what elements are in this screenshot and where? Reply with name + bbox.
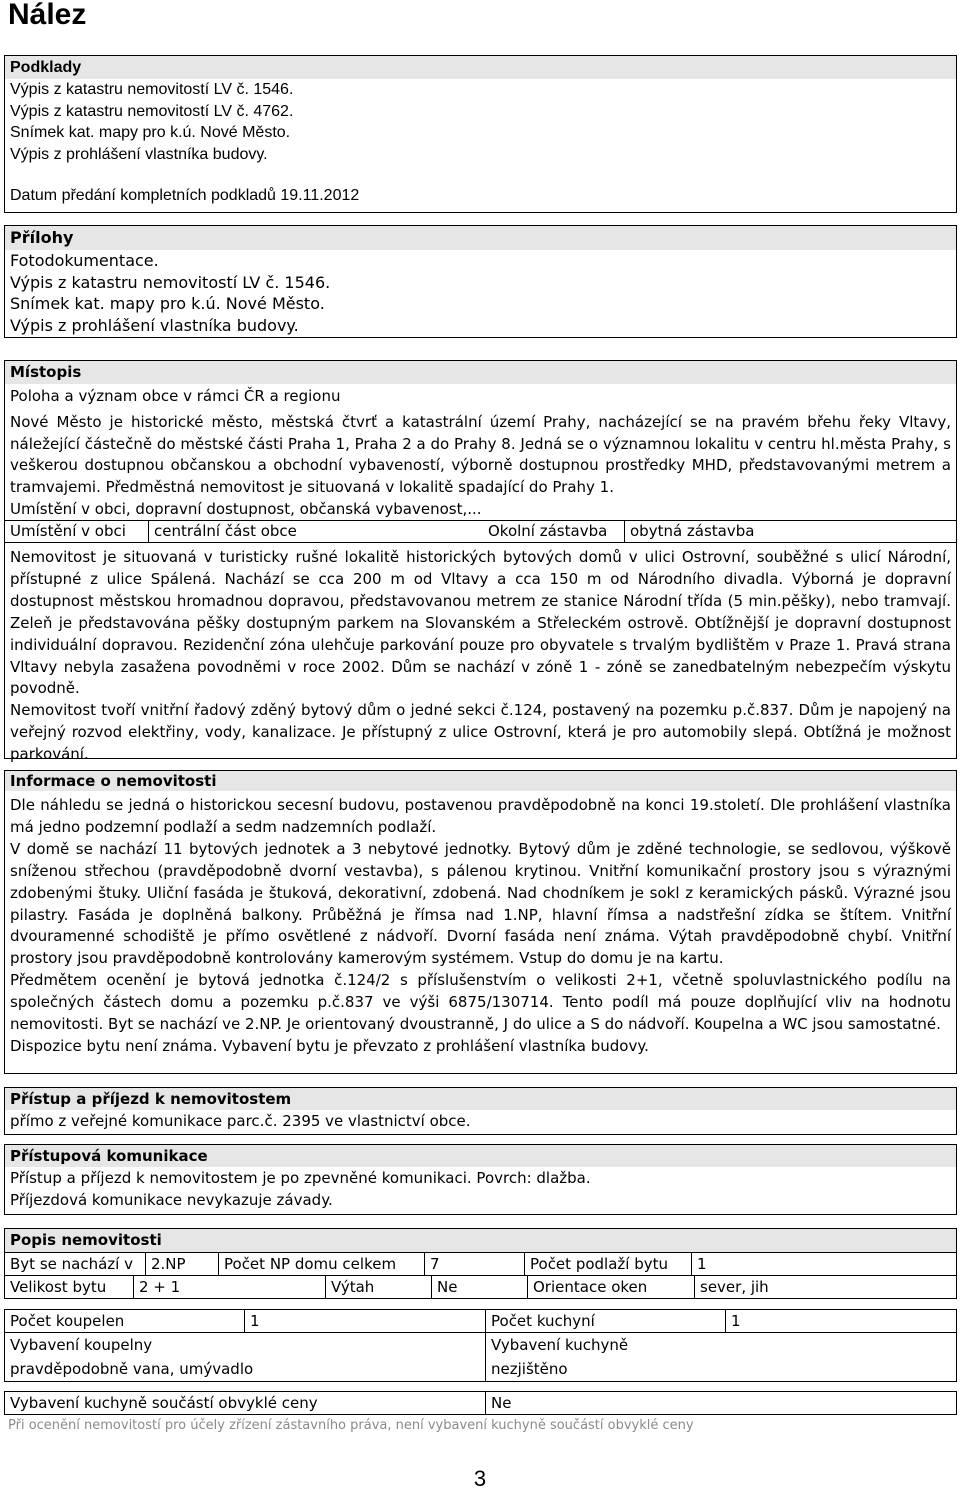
kuchyni-row (486, 1310, 956, 1333)
mistopis-para1: Nové Město je historické město, městská čtvrť a katastrální území Prahy, nacházející se na pravém břehu řeky Vltavy, náležející částečně do městské části Praha 1, Praha 2 a do Prahy 8. Jedná se o významnou lokalitu v centru hl.města Prahy, s veškerou dostupnou občanskou a obchodní vybaveností, výborně dostupnou prostředky MHD, představovanými metrem a tramvajemi. Předměstná nemovitost je situovaná v lokalitě spadající do Prahy 1. (10, 413, 951, 496)
list-item: Výpis z prohlášení vlastníka budovy. (10, 145, 268, 163)
list-item: Výpis z katastru nemovitostí LV č. 1546. (10, 81, 294, 98)
page-title: Nález (8, 0, 87, 31)
podlazi-value: 1 (691, 1253, 956, 1275)
byt-label: Byt se nachází v (10, 1255, 133, 1273)
mistopis-section (4, 360, 957, 764)
vytah-value: Ne (431, 1276, 527, 1298)
mistopis-para3: Nemovitost tvoří vnitřní řadový zděný bytový dům o jedné sekci č.124, postavený na pozemku p.č.837. Dům je napojený na veřejný rozvod elektřiny, vody, kanalizace. Je přístupný z ulice Ostrovní, která je pro automobily slepá. Obtížná je možnost parkování. (10, 701, 951, 764)
kuchyne-soucasti-label: Vybavení kuchyně součástí obvyklé ceny (10, 1394, 318, 1412)
podklady-date: Datum předání kompletních podkladů 19.11.2012 (10, 187, 360, 204)
kuchyni-value: 1 (725, 1310, 956, 1332)
list-item: Výpis z prohlášení vlastníka budovy. (10, 315, 299, 335)
popis-row (5, 1252, 956, 1275)
list-item: Snímek kat. mapy pro k.ú. Nové Město. (10, 124, 291, 141)
prilohy-list (5, 250, 956, 336)
podlazi-label: Počet podlaží bytu (524, 1253, 691, 1275)
komunikace-line2: Příjezdová komunikace nevykazuje závady. (10, 1191, 333, 1209)
okolni-value: obytná zástavba (624, 521, 956, 542)
popis-section (4, 1228, 957, 1299)
koupelen-label: Počet koupelen (10, 1312, 125, 1330)
informace-para2: V domě se nachází 11 bytových jednotek a 3 nebytové jednotky. Bytový dům je zděné technologie, se sedlovou, výškově sníženou střechou (pravděpodobně dvorní vestavba), s pálenou krytinou. Vnitřní komunikační prostory jsou s výraznými zdobenými štuky. Uliční fasáda je štuková, dekorativní, zdobená. Nad chodníkem je sokl z keramických pásků. Výrazné jsou pilastry. Fasáda je doplněná balkony. Průběžná je římsa nad 1.NP, hlavní římsa a nadstřešní zídka se štítem. Vnitřní dvouramenné schodiště je přímo osvětlené z nádvoří. Dvorní fasáda není známa. Výtah pravděpodobně chybí. Vnitřní prostory jsou pravděpodobně kontrolovány kamerovým systémem. Vstup do domu je na kartu. (10, 839, 951, 968)
komunikace-section (4, 1144, 957, 1215)
velikost-label: Velikost bytu (10, 1278, 107, 1296)
page-number: 3 (473, 1466, 487, 1491)
pocet-np-value: 7 (424, 1253, 524, 1275)
komunikace-line1: Přístup a příjezd k nemovitostem je po zpevněné komunikaci. Povrch: dlažba. (10, 1169, 591, 1187)
vybaveni-row (5, 1310, 956, 1381)
mistopis-para2: Nemovitost je situovaná v turisticky rušné lokalitě historických bytových domů v ulici Ostrovní, souběžné s ulicí Národní, přístupné z ulice Spálená. Nachází se cca 200 m od Vltavy a cca 150 m od Národního divadla. Výborná je dopravní dostupnost městskou hromadnou dopravou, představovanou metrem ze stanice Národní třída (5 min.pěšky), nebo tramvají. Zeleň je představována pěšky dostupným parkem na Slovanském a Střeleckém ostrově. Obtížnější je dopravní dostupnost individuální dopravou. Rezidenční zóna ulehčuje parkování pouze pro obyvatele s trvalým bydlištěm v Praze 1. Pravá strana Vltavy nebyla zasažena povodněmi v roce 2002. Dům se nachází v zóně 1 - zóně se zanedbatelným nebezpečím výskytu povodně. (10, 548, 951, 698)
popis-row (5, 1275, 956, 1298)
vyb-koupelny-value: pravděpodobně vana, umývadlo (10, 1360, 254, 1378)
pristup-section (4, 1087, 957, 1135)
informace-para1: Dle náhledu se jedná o historickou secesní budovu, postavenou pravděpodobně na konci 19.století. Dle prohlášení vlastníka má jedno podzemní podlaží a sedm nadzemních podlaží. (10, 796, 951, 836)
mistopis-heading: Místopis (5, 361, 956, 384)
informace-section (4, 770, 957, 1074)
byt-value: 2.NP (145, 1253, 218, 1275)
vybaveni-section (4, 1309, 957, 1382)
podklady-list (5, 79, 956, 207)
pocet-np-label: Počet NP domu celkem (218, 1253, 424, 1275)
vytah-label: Výtah (325, 1276, 431, 1298)
pristup-heading: Přístup a příjezd k nemovitostem (5, 1088, 956, 1110)
popis-heading: Popis nemovitosti (5, 1229, 956, 1252)
podklady-heading: Podklady (5, 56, 956, 79)
informace-para3: Předmětem ocenění je bytová jednotka č.124/2 s příslušenstvím o velikosti 2+1, včetně spoluvlastnického podílu na společných částech domu a pozemku p.č.837 ve výši 6875/130714. Tento podíl má pouze doplňující vliv na hodnotu nemovitosti. Byt se nachází ve 2.NP. Je orientovaný dvoustranně, J do ulice a S do nádvoří. Koupelna a WC jsou samostatné. (10, 971, 951, 1034)
informace-para4: Dispozice bytu není známa. Vybavení bytu je převzato z prohlášení vlastníka budovy. (10, 1036, 649, 1055)
kuchyni-label: Počet kuchyní (491, 1312, 595, 1330)
footnote: Při ocenění nemovitostí pro účely zřízení zástavního práva, není vybavení kuchyně součástí obvyklé ceny (8, 1418, 694, 1433)
koupelna-column (5, 1310, 485, 1381)
okolni-label: Okolní zástavba (488, 522, 608, 540)
koupelen-value: 1 (244, 1310, 485, 1332)
informace-heading: Informace o nemovitosti (5, 771, 956, 791)
umisteni-label: Umístění v obci (10, 522, 126, 540)
velikost-value: 2 + 1 (133, 1276, 325, 1298)
kuchyne-soucasti-value: Ne (485, 1392, 956, 1414)
vyb-kuchyne-value: nezjištěno (491, 1360, 568, 1378)
prilohy-section (4, 225, 957, 338)
list-item: Fotodokumentace. (10, 251, 159, 270)
kuchyne-soucasti-row (5, 1392, 956, 1414)
umisteni-value: centrální část obce (148, 521, 483, 542)
kuchyne-soucasti-section (4, 1391, 957, 1415)
pristup-text: přímo z veřejné komunikace parc.č. 2395 ve vlastnictví obce. (10, 1112, 471, 1130)
list-item: Snímek kat. mapy pro k.ú. Nové Město. (10, 294, 325, 313)
orientace-value: sever, jih (694, 1276, 956, 1298)
prilohy-heading: Přílohy (5, 226, 956, 250)
umisteni-heading: Umístění v obci, dopravní dostupnost, občanská vybavenost,... (10, 500, 482, 518)
podklady-section (4, 55, 957, 213)
list-item: Výpis z katastru nemovitostí LV č. 4762. (10, 102, 294, 120)
komunikace-heading: Přístupová komunikace (5, 1145, 956, 1167)
vyb-kuchyne-label: Vybavení kuchyně (491, 1336, 629, 1354)
umisteni-table (5, 520, 956, 543)
koupelen-row (5, 1310, 485, 1333)
kuchyne-column (485, 1310, 956, 1381)
list-item: Výpis z katastru nemovitostí LV č. 1546. (10, 272, 331, 292)
mistopis-subheading: Poloha a význam obce v rámci ČR a regionu (10, 387, 341, 405)
vyb-koupelny-label: Vybavení koupelny (10, 1336, 153, 1354)
orientace-label: Orientace oken (527, 1276, 694, 1298)
